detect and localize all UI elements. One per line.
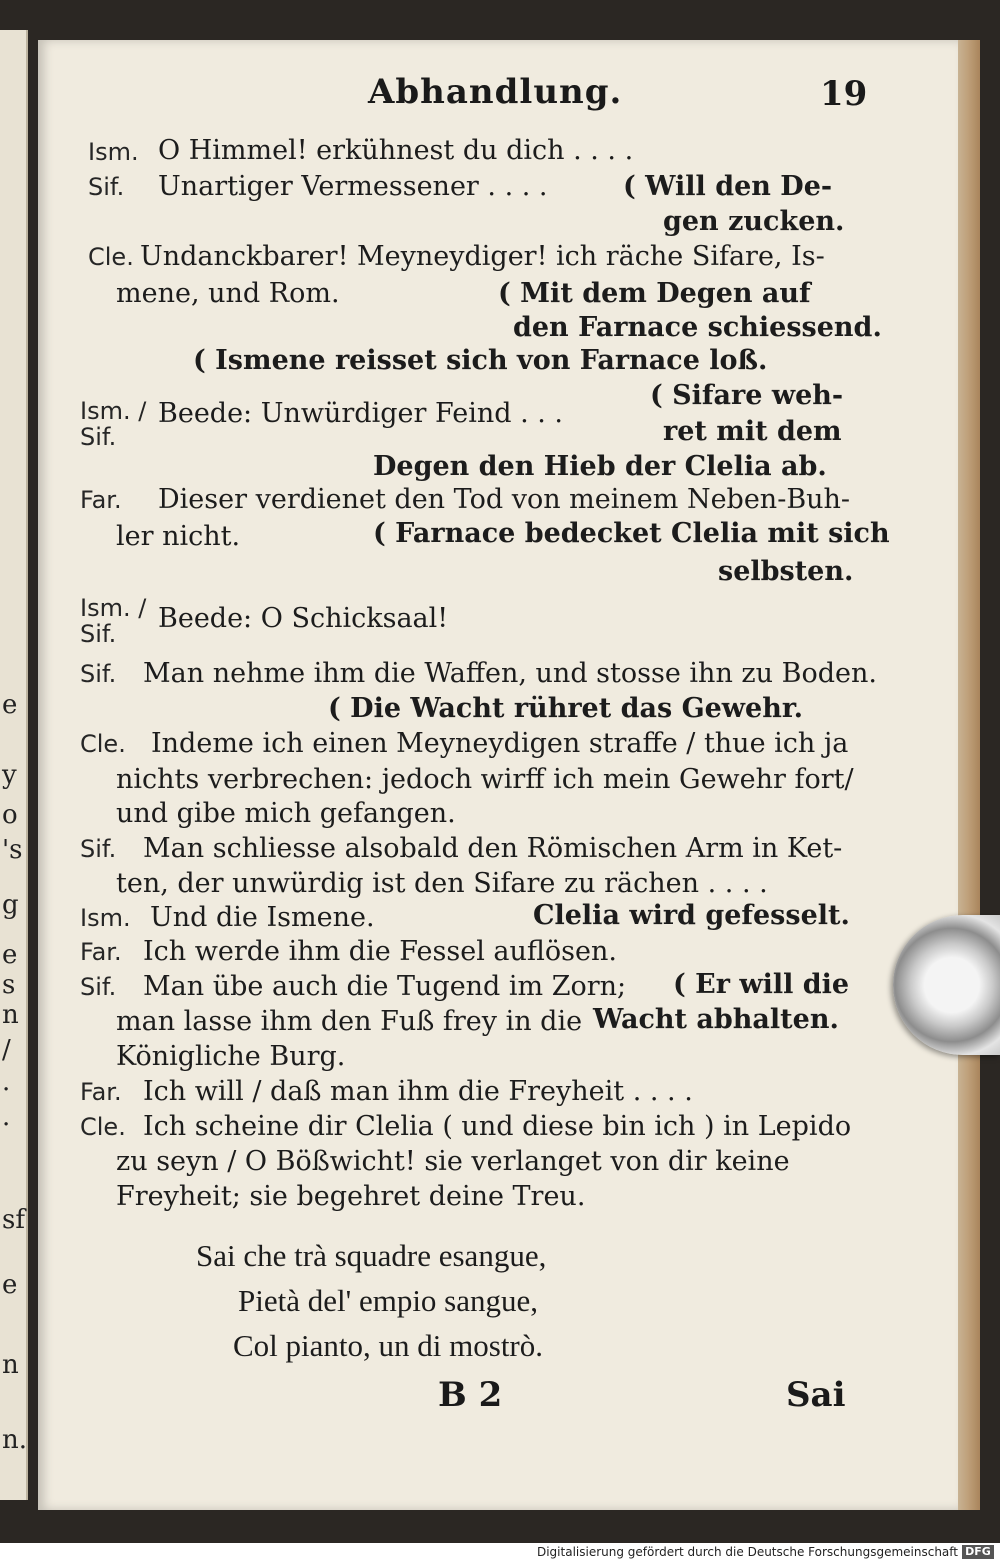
speaker-label: Ism. (88, 138, 139, 166)
footer-credit: Digitalisierung gefördert durch die Deutsche Forschungsgemeinschaft (536, 1545, 958, 1559)
catchword: Sai (786, 1375, 846, 1415)
sliver-char: y (2, 760, 17, 790)
stage-direction: ( Er will die (673, 969, 850, 1000)
dialogue-line: Beede: O Schicksaal! (158, 603, 449, 634)
speaker-label: Sif. (80, 973, 117, 1001)
sliver-char: e (2, 690, 18, 720)
page-number: 19 (820, 74, 868, 114)
facing-page-edge (0, 30, 28, 1500)
dialogue-line: Man nehme ihm die Waffen, und stosse ihn zu Boden. (143, 658, 877, 689)
dialogue-line: Ich werde ihm die Fessel auflösen. (143, 936, 617, 967)
speaker-label: Cle. (80, 1113, 126, 1141)
stage-direction: Degen den Hieb der Clelia ab. (373, 451, 827, 482)
stage-direction: ( Mit dem Degen auf (498, 278, 811, 309)
sliver-char: e (2, 1270, 18, 1300)
speaker-label: Far. (80, 1078, 122, 1106)
stage-direction: selbsten. (718, 556, 854, 587)
sliver-char: o (2, 800, 18, 830)
speaker-label: Sif. (88, 173, 125, 201)
aria-line: Pietà del' empio sangue, (238, 1283, 539, 1318)
speaker-label: Far. (80, 486, 122, 514)
dialogue-line: Man schliesse alsobald den Römischen Arm in Ket- (143, 833, 843, 864)
running-title: Abhandlung. (368, 72, 623, 112)
dialogue-line: Freyheit; sie begehret deine Treu. (116, 1181, 586, 1212)
dialogue-line: Indeme ich einen Meyneydigen straffe / thue ich ja (151, 728, 849, 759)
stage-direction: ( Ismene reisset sich von Farnace loß. (193, 345, 768, 376)
dialogue-line: nichts verbrechen: jedoch wirff ich mein Gewehr fort/ (116, 764, 854, 795)
sliver-char: · (2, 1110, 11, 1140)
dialogue-line: und gibe mich gefangen. (116, 798, 456, 829)
dialogue-line: Ich will / daß man ihm die Freyheit . . . . (143, 1076, 693, 1107)
dialogue-line: Unartiger Vermessener . . . . (158, 171, 548, 202)
dialogue-line: Ich scheine dir Clelia ( und diese bin ich ) in Lepido (143, 1111, 852, 1142)
sliver-char: · (2, 1075, 11, 1105)
sliver-char: n (2, 1000, 19, 1030)
sliver-char: g (2, 890, 19, 920)
stage-direction: ret mit dem (663, 416, 842, 447)
stage-direction: ( Will den De- (623, 171, 833, 202)
dialogue-line: mene, und Rom. (116, 278, 340, 309)
dialogue-line: Dieser verdienet den Tod von meinem Neben-Buh- (158, 484, 851, 515)
speaker-label: Cle. (80, 730, 126, 758)
stage-direction: Wacht abhalten. (593, 1004, 839, 1035)
stage-direction: ( Sifare weh- (650, 380, 844, 411)
sliver-char: e (2, 940, 18, 970)
footer-bar (0, 1543, 1000, 1563)
dialogue-line: zu seyn / O Bößwicht! sie verlanget von dir keine (116, 1146, 790, 1177)
dialogue-line: Man übe auch die Tugend im Zorn; (143, 971, 627, 1002)
dfg-logo: DFG (962, 1545, 994, 1559)
stage-direction: ( Die Wacht rühret das Gewehr. (328, 693, 804, 724)
signature-mark: B 2 (438, 1375, 503, 1415)
book-page (38, 40, 958, 1510)
speaker-label: Sif. (80, 660, 117, 688)
sliver-char: sf (2, 1205, 25, 1235)
stage-direction: den Farnace schiessend. (513, 312, 882, 343)
speaker-label: Ism. (80, 904, 131, 932)
dialogue-line: Und die Ismene. (150, 902, 375, 933)
stage-direction: gen zucken. (663, 206, 845, 237)
dialogue-line: Undanckbarer! Meyneydiger! ich räche Sifare, Is- (140, 241, 825, 272)
aria-line: Col pianto, un di mostrò. (233, 1328, 543, 1363)
speaker-label: Cle. (88, 243, 134, 271)
dialogue-line: Königliche Burg. (116, 1041, 346, 1072)
stage-direction: Clelia wird gefesselt. (533, 900, 850, 931)
sliver-char: n. (2, 1425, 28, 1455)
sliver-char: / (2, 1035, 11, 1065)
sliver-char: s (2, 970, 16, 1000)
dialogue-line: ten, der unwürdig ist den Sifare zu rächen . . . . (116, 868, 768, 899)
speaker-label: Ism. / Sif. (80, 594, 147, 649)
sliver-char: n (2, 1350, 19, 1380)
speaker-label: Sif. (80, 835, 117, 863)
dialogue-line: Beede: Unwürdiger Feind . . . (158, 398, 563, 429)
speaker-label: Ism. / Sif. (80, 397, 147, 452)
dialogue-line: man lasse ihm den Fuß frey in die (116, 1006, 583, 1037)
dialogue-line: ler nicht. (116, 521, 241, 552)
dialogue-line: O Himmel! erkühnest du dich . . . . (158, 135, 634, 166)
aria-line: Sai che trà squadre esangue, (196, 1238, 547, 1273)
sliver-char: 's (2, 835, 23, 865)
stage-direction: ( Farnace bedecket Clelia mit sich (373, 518, 890, 549)
speaker-label: Far. (80, 938, 122, 966)
